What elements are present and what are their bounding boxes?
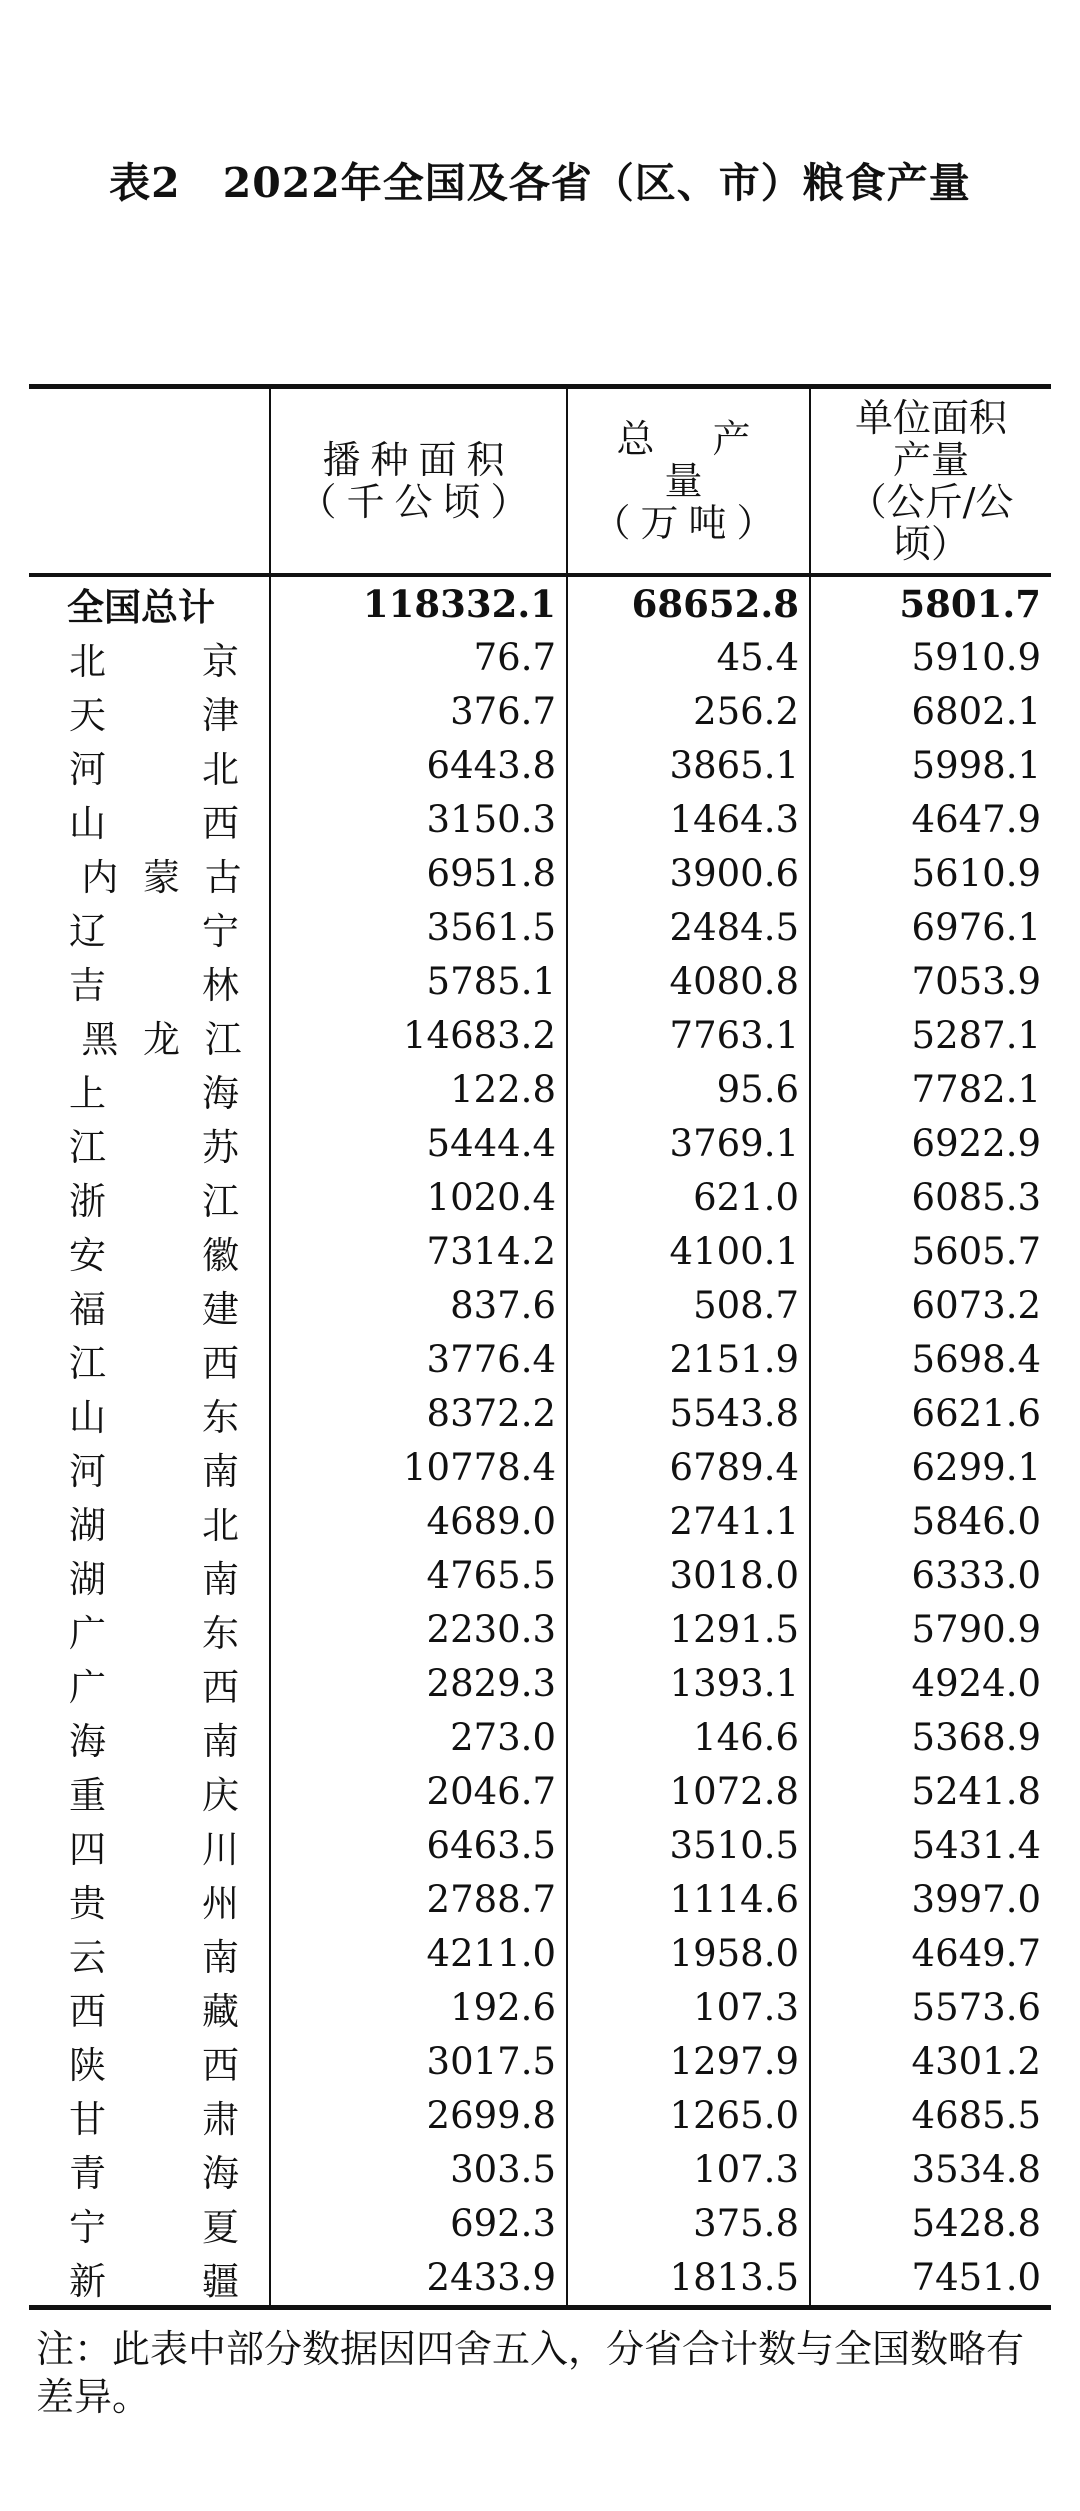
table-row bbox=[29, 1225, 1051, 1279]
yield-cell: 5605.7 bbox=[810, 1225, 1051, 1279]
province-name-text: 河 北 bbox=[69, 747, 239, 791]
sown-area-cell: 3561.5 bbox=[270, 901, 567, 955]
province-name bbox=[29, 1009, 270, 1063]
sown-area-cell: 76.7 bbox=[270, 631, 567, 685]
table-row bbox=[29, 1927, 1051, 1981]
yield-cell: 4647.9 bbox=[810, 793, 1051, 847]
production-cell: 95.6 bbox=[567, 1063, 810, 1117]
yield-cell: 5610.9 bbox=[810, 847, 1051, 901]
province-name-text: 青 海 bbox=[69, 2151, 239, 2195]
province-name bbox=[29, 793, 270, 847]
yield-cell: 7782.1 bbox=[810, 1063, 1051, 1117]
province-name-text: 甘 肃 bbox=[69, 2097, 239, 2141]
province-name bbox=[29, 1603, 270, 1657]
sown-area-cell: 2699.8 bbox=[270, 2089, 567, 2143]
yield-cell: 6085.3 bbox=[810, 1171, 1051, 1225]
table-row bbox=[29, 1657, 1051, 1711]
table-row bbox=[29, 631, 1051, 685]
production-cell: 6789.4 bbox=[567, 1441, 810, 1495]
sown-area-cell: 122.8 bbox=[270, 1063, 567, 1117]
sown-area-cell: 3776.4 bbox=[270, 1333, 567, 1387]
production-cell: 1265.0 bbox=[567, 2089, 810, 2143]
sown-area-cell: 6951.8 bbox=[270, 847, 567, 901]
province-name bbox=[29, 2251, 270, 2308]
province-name-text: 辽 宁 bbox=[69, 909, 239, 953]
province-name-text: 河 南 bbox=[69, 1449, 239, 1493]
province-name-text: 黑 龙 江 bbox=[81, 1017, 242, 1061]
province-name-text: 新 疆 bbox=[69, 2259, 239, 2303]
yield-cell: 7451.0 bbox=[810, 2251, 1051, 2308]
province-name-text: 陕 西 bbox=[69, 2043, 239, 2087]
province-name-text: 广 东 bbox=[69, 1611, 239, 1655]
table-row bbox=[29, 847, 1051, 901]
yield-cell: 6073.2 bbox=[810, 1279, 1051, 1333]
province-name bbox=[29, 1549, 270, 1603]
province-name-text: 西 藏 bbox=[69, 1989, 239, 2033]
sown-area-cell: 10778.4 bbox=[270, 1441, 567, 1495]
production-cell: 3769.1 bbox=[567, 1117, 810, 1171]
province-name bbox=[29, 2143, 270, 2197]
province-name-text: 山 东 bbox=[69, 1395, 239, 1439]
province-name bbox=[29, 1279, 270, 1333]
header-sown-area: 播种面积 （千公顷） bbox=[270, 387, 567, 575]
table-row bbox=[29, 1441, 1051, 1495]
table-row bbox=[29, 901, 1051, 955]
yield-cell: 5998.1 bbox=[810, 739, 1051, 793]
sown-area-cell: 1020.4 bbox=[270, 1171, 567, 1225]
province-name bbox=[29, 739, 270, 793]
production-cell: 2741.1 bbox=[567, 1495, 810, 1549]
yield-cell: 4301.2 bbox=[810, 2035, 1051, 2089]
province-name-text: 内 蒙 古 bbox=[81, 855, 242, 899]
table-row bbox=[29, 2035, 1051, 2089]
national-total-production: 68652.8 bbox=[567, 575, 810, 631]
table-header-row bbox=[29, 387, 1051, 575]
table-row bbox=[29, 685, 1051, 739]
sown-area-cell: 837.6 bbox=[270, 1279, 567, 1333]
table-row bbox=[29, 1279, 1051, 1333]
yield-cell: 5910.9 bbox=[810, 631, 1051, 685]
province-name-text: 四 川 bbox=[69, 1827, 239, 1871]
province-name-text: 福 建 bbox=[69, 1287, 239, 1331]
province-name-text: 湖 南 bbox=[69, 1557, 239, 1601]
sown-area-cell: 273.0 bbox=[270, 1711, 567, 1765]
yield-cell: 6621.6 bbox=[810, 1387, 1051, 1441]
table-row bbox=[29, 739, 1051, 793]
sown-area-cell: 14683.2 bbox=[270, 1009, 567, 1063]
province-name-text: 山 西 bbox=[69, 801, 239, 845]
province-name bbox=[29, 1819, 270, 1873]
yield-cell: 4685.5 bbox=[810, 2089, 1051, 2143]
yield-cell: 5287.1 bbox=[810, 1009, 1051, 1063]
yield-cell: 5790.9 bbox=[810, 1603, 1051, 1657]
sown-area-cell: 2433.9 bbox=[270, 2251, 567, 2308]
table-row bbox=[29, 1711, 1051, 1765]
yield-cell: 6299.1 bbox=[810, 1441, 1051, 1495]
table-row bbox=[29, 2089, 1051, 2143]
table-row bbox=[29, 1387, 1051, 1441]
sown-area-cell: 303.5 bbox=[270, 2143, 567, 2197]
yield-cell: 6802.1 bbox=[810, 685, 1051, 739]
production-cell: 107.3 bbox=[567, 2143, 810, 2197]
province-name bbox=[29, 1117, 270, 1171]
sown-area-cell: 692.3 bbox=[270, 2197, 567, 2251]
sown-area-cell: 3017.5 bbox=[270, 2035, 567, 2089]
sown-area-cell: 6443.8 bbox=[270, 739, 567, 793]
sown-area-cell: 3150.3 bbox=[270, 793, 567, 847]
production-cell: 1813.5 bbox=[567, 2251, 810, 2308]
production-cell: 3865.1 bbox=[567, 739, 810, 793]
province-name-text: 湖 北 bbox=[69, 1503, 239, 1547]
province-name-text: 宁 夏 bbox=[69, 2205, 239, 2249]
sown-area-cell: 4689.0 bbox=[270, 1495, 567, 1549]
table-row bbox=[29, 1495, 1051, 1549]
sown-area-cell: 192.6 bbox=[270, 1981, 567, 2035]
production-cell: 45.4 bbox=[567, 631, 810, 685]
yield-cell: 3534.8 bbox=[810, 2143, 1051, 2197]
table-row bbox=[29, 1603, 1051, 1657]
province-name bbox=[29, 631, 270, 685]
production-cell: 621.0 bbox=[567, 1171, 810, 1225]
production-cell: 2484.5 bbox=[567, 901, 810, 955]
yield-cell: 5431.4 bbox=[810, 1819, 1051, 1873]
table-row bbox=[29, 1009, 1051, 1063]
sown-area-cell: 8372.2 bbox=[270, 1387, 567, 1441]
table-row bbox=[29, 1063, 1051, 1117]
yield-cell: 7053.9 bbox=[810, 955, 1051, 1009]
province-name bbox=[29, 1873, 270, 1927]
sown-area-cell: 2788.7 bbox=[270, 1873, 567, 1927]
national-total-yield: 5801.7 bbox=[810, 575, 1051, 631]
province-name-text: 广 西 bbox=[69, 1665, 239, 1709]
yield-cell: 4649.7 bbox=[810, 1927, 1051, 1981]
national-total-label: 全国总计 bbox=[67, 584, 215, 629]
sown-area-cell: 4765.5 bbox=[270, 1549, 567, 1603]
table-row bbox=[29, 1549, 1051, 1603]
province-name bbox=[29, 1441, 270, 1495]
sown-area-cell: 2046.7 bbox=[270, 1765, 567, 1819]
province-name bbox=[29, 685, 270, 739]
province-name-text: 浙 江 bbox=[69, 1179, 239, 1223]
production-cell: 508.7 bbox=[567, 1279, 810, 1333]
production-cell: 1291.5 bbox=[567, 1603, 810, 1657]
grain-production-table bbox=[29, 384, 1051, 2310]
table-row bbox=[29, 2143, 1051, 2197]
production-cell: 1072.8 bbox=[567, 1765, 810, 1819]
sown-area-cell: 7314.2 bbox=[270, 1225, 567, 1279]
yield-cell: 6922.9 bbox=[810, 1117, 1051, 1171]
province-name bbox=[29, 901, 270, 955]
yield-cell: 5698.4 bbox=[810, 1333, 1051, 1387]
yield-cell: 6976.1 bbox=[810, 901, 1051, 955]
sown-area-cell: 5444.4 bbox=[270, 1117, 567, 1171]
province-name bbox=[29, 955, 270, 1009]
table-body bbox=[29, 575, 1051, 2308]
province-name-text: 云 南 bbox=[69, 1935, 239, 1979]
table-row bbox=[29, 1981, 1051, 2035]
yield-cell: 5846.0 bbox=[810, 1495, 1051, 1549]
province-name bbox=[29, 1711, 270, 1765]
production-cell: 375.8 bbox=[567, 2197, 810, 2251]
province-name bbox=[29, 1765, 270, 1819]
table-row bbox=[29, 1117, 1051, 1171]
province-name-text: 海 南 bbox=[69, 1719, 239, 1763]
production-cell: 7763.1 bbox=[567, 1009, 810, 1063]
province-name-text: 吉 林 bbox=[69, 963, 239, 1007]
province-name-text: 江 苏 bbox=[69, 1125, 239, 1169]
table-row bbox=[29, 2197, 1051, 2251]
table-row bbox=[29, 1171, 1051, 1225]
production-cell: 3018.0 bbox=[567, 1549, 810, 1603]
province-name bbox=[29, 1657, 270, 1711]
province-name bbox=[29, 1225, 270, 1279]
production-cell: 3900.6 bbox=[567, 847, 810, 901]
header-yield-per-area: 单位面积 产量 （公斤/公 顷） bbox=[810, 387, 1051, 575]
yield-cell: 5368.9 bbox=[810, 1711, 1051, 1765]
sown-area-cell: 6463.5 bbox=[270, 1819, 567, 1873]
province-name-text: 安 徽 bbox=[69, 1233, 239, 1277]
production-cell: 146.6 bbox=[567, 1711, 810, 1765]
province-name bbox=[29, 1171, 270, 1225]
production-cell: 1464.3 bbox=[567, 793, 810, 847]
province-name-text: 天 津 bbox=[69, 693, 239, 737]
production-cell: 1958.0 bbox=[567, 1927, 810, 1981]
production-cell: 5543.8 bbox=[567, 1387, 810, 1441]
footnote: 注：此表中部分数据因四舍五入，分省合计数与全国数略有差异。 bbox=[36, 2327, 1025, 2419]
province-name bbox=[29, 2089, 270, 2143]
table-row bbox=[29, 1765, 1051, 1819]
national-total-area: 118332.1 bbox=[270, 575, 567, 631]
province-name bbox=[29, 1981, 270, 2035]
yield-cell: 5573.6 bbox=[810, 1981, 1051, 2035]
table-row bbox=[29, 955, 1051, 1009]
production-cell: 1393.1 bbox=[567, 1657, 810, 1711]
header-region bbox=[29, 387, 270, 575]
province-name bbox=[29, 847, 270, 901]
table-row bbox=[29, 1819, 1051, 1873]
sown-area-cell: 5785.1 bbox=[270, 955, 567, 1009]
province-name-text: 重 庆 bbox=[69, 1773, 239, 1817]
production-cell: 4100.1 bbox=[567, 1225, 810, 1279]
yield-cell: 4924.0 bbox=[810, 1657, 1051, 1711]
province-name-text: 北 京 bbox=[69, 639, 239, 683]
sown-area-cell: 2230.3 bbox=[270, 1603, 567, 1657]
yield-cell: 3997.0 bbox=[810, 1873, 1051, 1927]
header-total-production: 总 产 量 （万吨） bbox=[567, 387, 810, 575]
sown-area-cell: 376.7 bbox=[270, 685, 567, 739]
province-name bbox=[29, 1495, 270, 1549]
province-name-text: 贵 州 bbox=[69, 1881, 239, 1925]
province-name bbox=[29, 1927, 270, 1981]
production-cell: 3510.5 bbox=[567, 1819, 810, 1873]
province-name-text: 江 西 bbox=[69, 1341, 239, 1385]
production-cell: 1297.9 bbox=[567, 2035, 810, 2089]
production-cell: 2151.9 bbox=[567, 1333, 810, 1387]
table-row bbox=[29, 1873, 1051, 1927]
yield-cell: 5428.8 bbox=[810, 2197, 1051, 2251]
province-name bbox=[29, 1387, 270, 1441]
production-cell: 1114.6 bbox=[567, 1873, 810, 1927]
production-cell: 107.3 bbox=[567, 1981, 810, 2035]
page-title: 表2 2022年全国及各省（区、市）粮食产量 bbox=[109, 159, 971, 207]
province-name-text: 上 海 bbox=[69, 1071, 239, 1115]
province-name bbox=[29, 2035, 270, 2089]
table-row bbox=[29, 793, 1051, 847]
yield-cell: 5241.8 bbox=[810, 1765, 1051, 1819]
production-cell: 256.2 bbox=[567, 685, 810, 739]
province-name bbox=[29, 2197, 270, 2251]
national-total-row bbox=[29, 575, 1051, 631]
sown-area-cell: 2829.3 bbox=[270, 1657, 567, 1711]
table-row bbox=[29, 1333, 1051, 1387]
sown-area-cell: 4211.0 bbox=[270, 1927, 567, 1981]
production-cell: 4080.8 bbox=[567, 955, 810, 1009]
province-name bbox=[29, 1063, 270, 1117]
province-name bbox=[29, 1333, 270, 1387]
table-row bbox=[29, 2251, 1051, 2308]
yield-cell: 6333.0 bbox=[810, 1549, 1051, 1603]
